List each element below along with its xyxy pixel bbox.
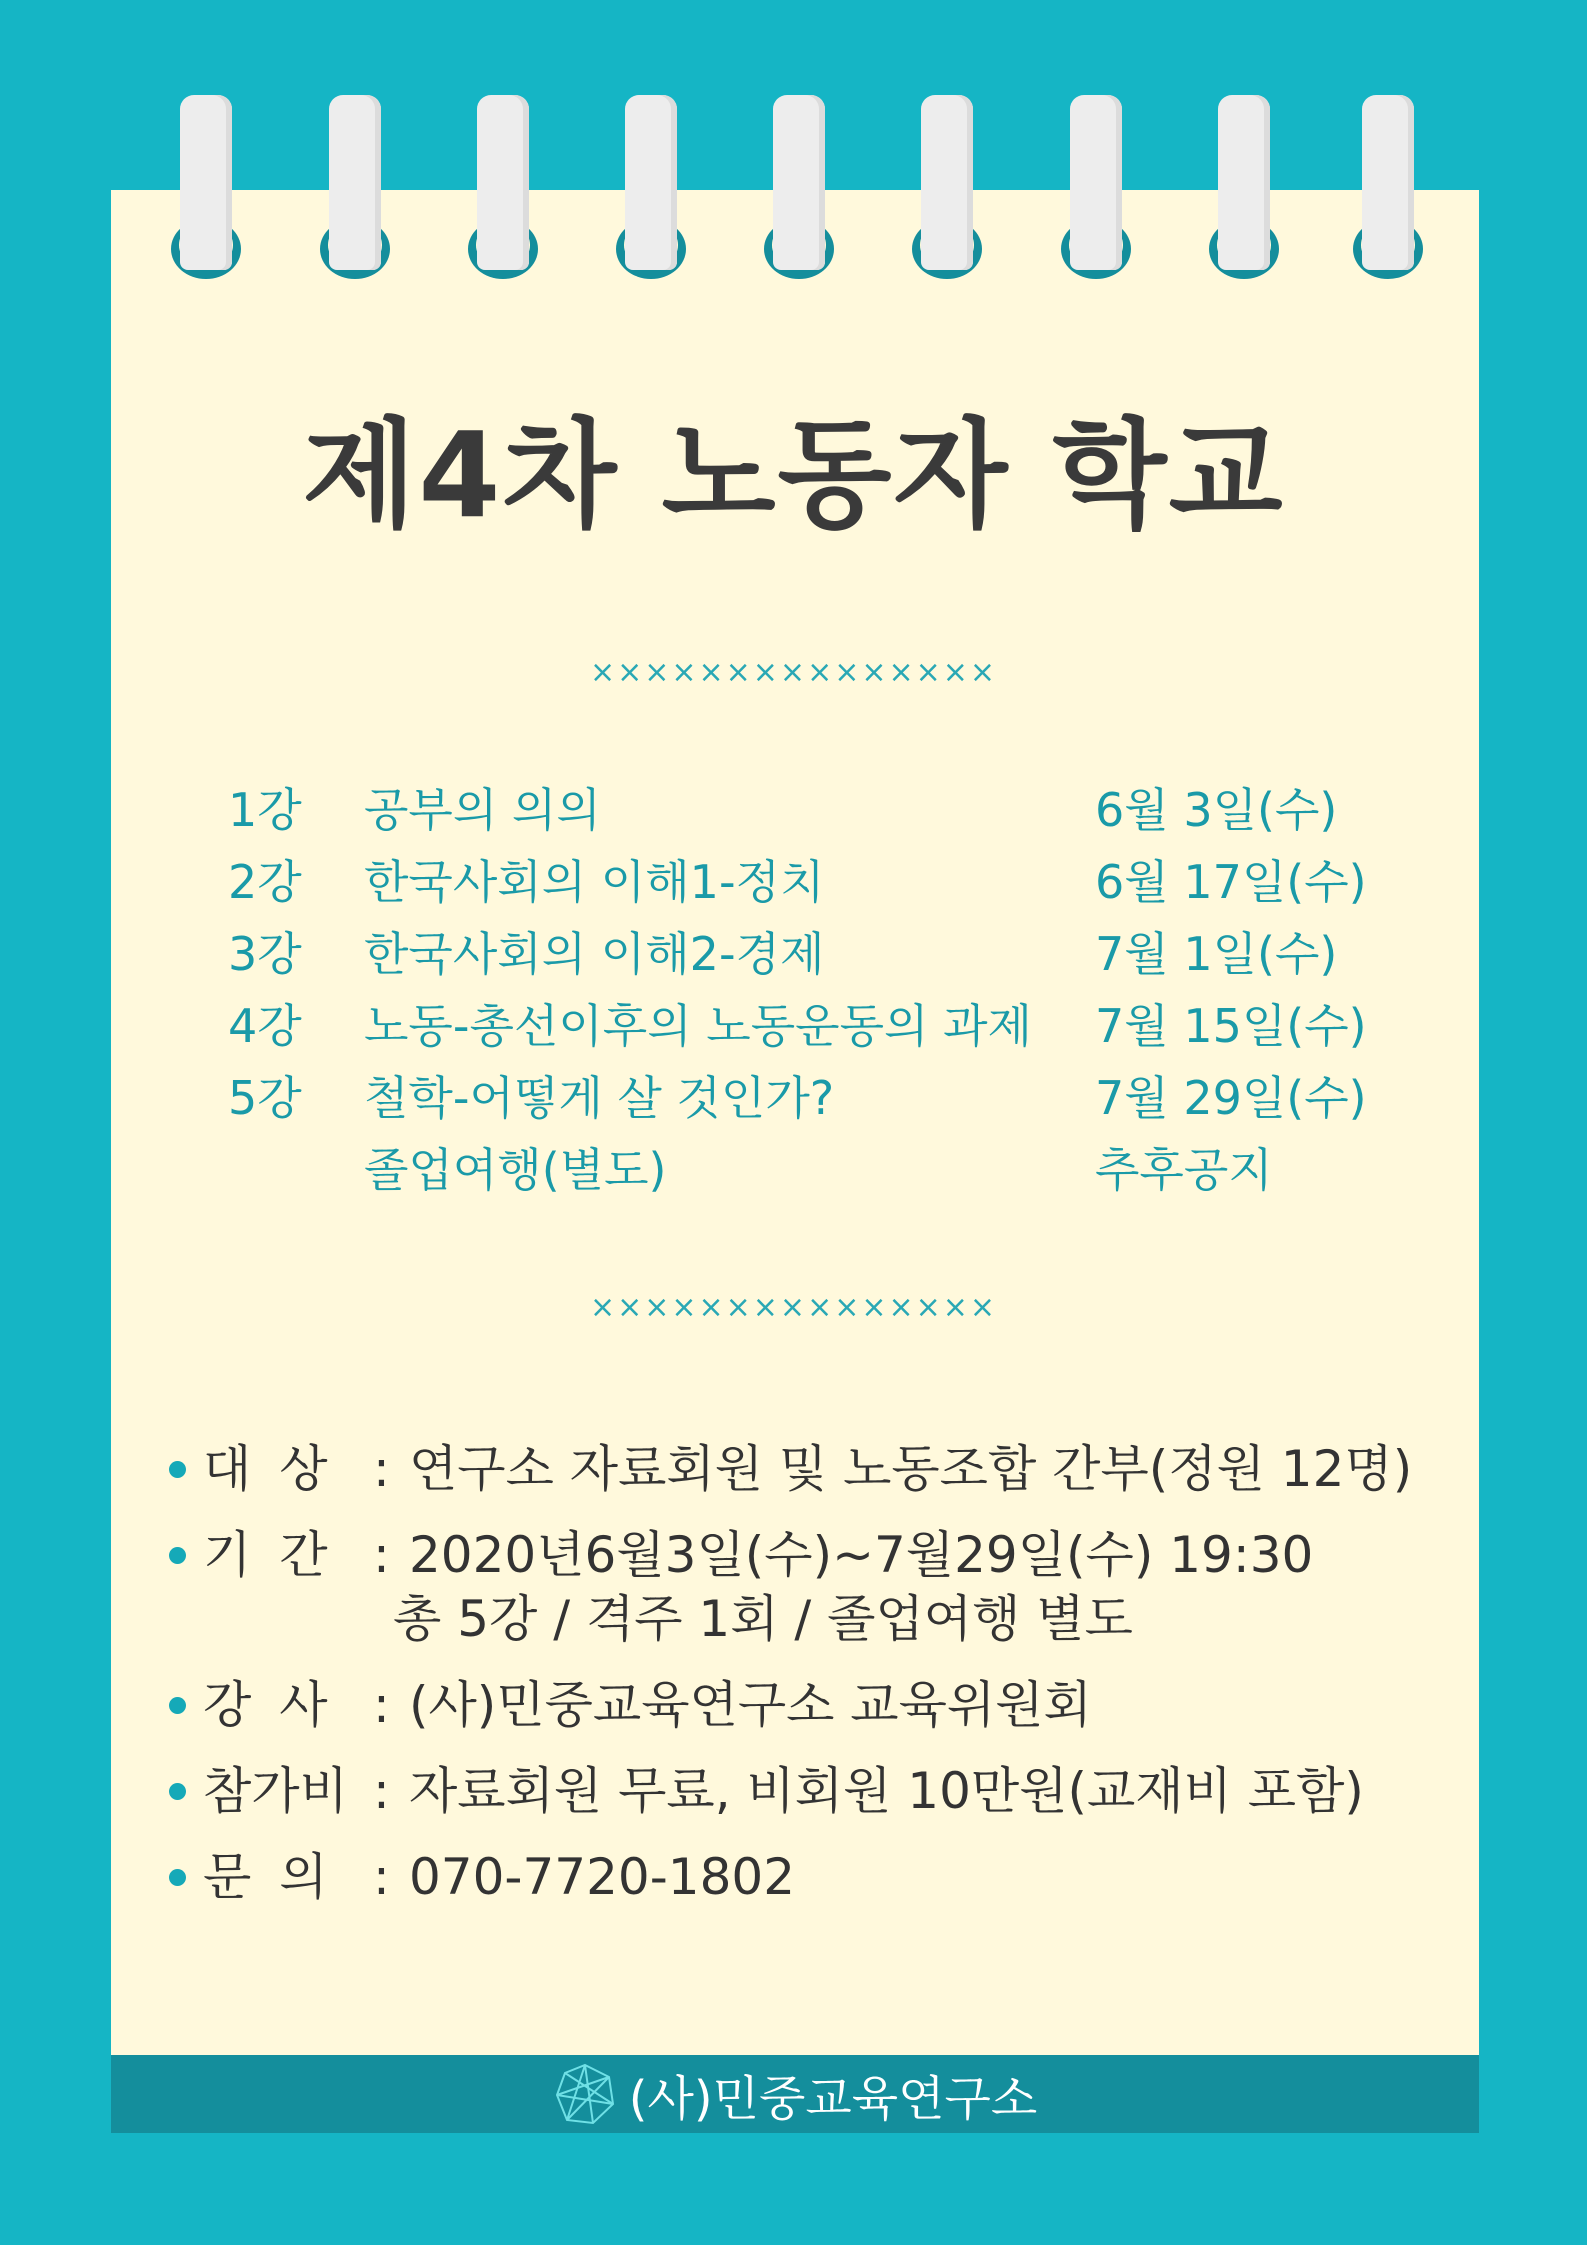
spiral-ring [1070, 95, 1122, 275]
spiral-ring [477, 95, 529, 275]
info-label: 문 의 [203, 1848, 334, 1906]
lecture-date: 6월 3일(수) [1095, 783, 1338, 837]
info-row-instructor [165, 1673, 1415, 1737]
schedule-row [228, 852, 1378, 924]
spiral-ring [180, 95, 232, 275]
lecture-number: 5강 [228, 1071, 302, 1125]
bullet-dot [169, 1461, 186, 1478]
lecture-topic: 한국사회의 이해1-정치 [364, 855, 825, 909]
lecture-schedule [228, 780, 1378, 1212]
info-list [165, 1437, 1415, 1931]
info-value: 자료회원 무료, 비회원 10만원(교재비 포함) [409, 1762, 1364, 1820]
info-value-secondary: 총 5강 / 격주 1회 / 졸업여행 별도 [393, 1590, 1133, 1648]
lecture-date: 6월 17일(수) [1095, 855, 1367, 909]
schedule-row [228, 1068, 1378, 1140]
lecture-topic: 한국사회의 이해2-경제 [364, 927, 825, 981]
lecture-number: 4강 [228, 999, 302, 1053]
bullet-dot [169, 1547, 186, 1564]
lecture-number: 3강 [228, 927, 302, 981]
lecture-date: 7월 15일(수) [1095, 999, 1367, 1053]
bullet-dot [169, 1697, 186, 1714]
info-value: 2020년6월3일(수)~7월29일(수) 19:30 [409, 1526, 1314, 1584]
lecture-topic: 졸업여행(별도) [364, 1143, 667, 1197]
info-label: 대 상 [203, 1440, 334, 1498]
spiral-ring [329, 95, 381, 275]
lecture-date: 7월 1일(수) [1095, 927, 1338, 981]
info-colon: : [373, 1848, 390, 1906]
spiral-ring [625, 95, 677, 275]
info-colon: : [373, 1762, 390, 1820]
spiral-ring [921, 95, 973, 275]
info-value: 연구소 자료회원 및 노동조합 간부(정원 12명) [409, 1440, 1413, 1498]
info-row-contact [165, 1845, 1415, 1909]
poster-title: 제4차 노동자 학교 [302, 406, 1285, 544]
schedule-row [228, 996, 1378, 1068]
lecture-date: 7월 29일(수) [1095, 1071, 1367, 1125]
schedule-row [228, 780, 1378, 852]
bullet-dot [169, 1869, 186, 1886]
info-row-period [165, 1523, 1415, 1651]
footer-organization-name: (사)민중교육연구소 [628, 2070, 1038, 2127]
bullet-dot [169, 1783, 186, 1800]
organization-logo-icon [553, 2062, 617, 2126]
info-colon: : [373, 1526, 390, 1584]
lecture-date: 추후공지 [1095, 1143, 1273, 1197]
lecture-number: 1강 [228, 783, 302, 837]
info-colon: : [373, 1440, 390, 1498]
info-value: (사)민중교육연구소 교육위원회 [409, 1676, 1092, 1734]
info-label: 기 간 [203, 1526, 334, 1584]
spiral-ring [1362, 95, 1414, 275]
divider-top: ××××××××××××××× [589, 655, 998, 690]
info-row-fee [165, 1759, 1415, 1823]
footer-band [111, 2055, 1479, 2133]
schedule-row [228, 1140, 1378, 1212]
info-row-target [165, 1437, 1415, 1501]
divider-bottom: ××××××××××××××× [589, 1290, 998, 1325]
spiral-ring [773, 95, 825, 275]
info-label: 강 사 [203, 1676, 334, 1734]
schedule-row [228, 924, 1378, 996]
lecture-number: 2강 [228, 855, 302, 909]
lecture-topic: 철학-어떻게 살 것인가? [364, 1071, 835, 1125]
info-value: 070-7720-1802 [409, 1848, 796, 1906]
spiral-ring [1218, 95, 1270, 275]
info-label: 참가비 [203, 1762, 348, 1820]
lecture-topic: 공부의 의의 [364, 783, 601, 837]
info-colon: : [373, 1676, 390, 1734]
lecture-topic: 노동-총선이후의 노동운동의 과제 [364, 999, 1032, 1053]
